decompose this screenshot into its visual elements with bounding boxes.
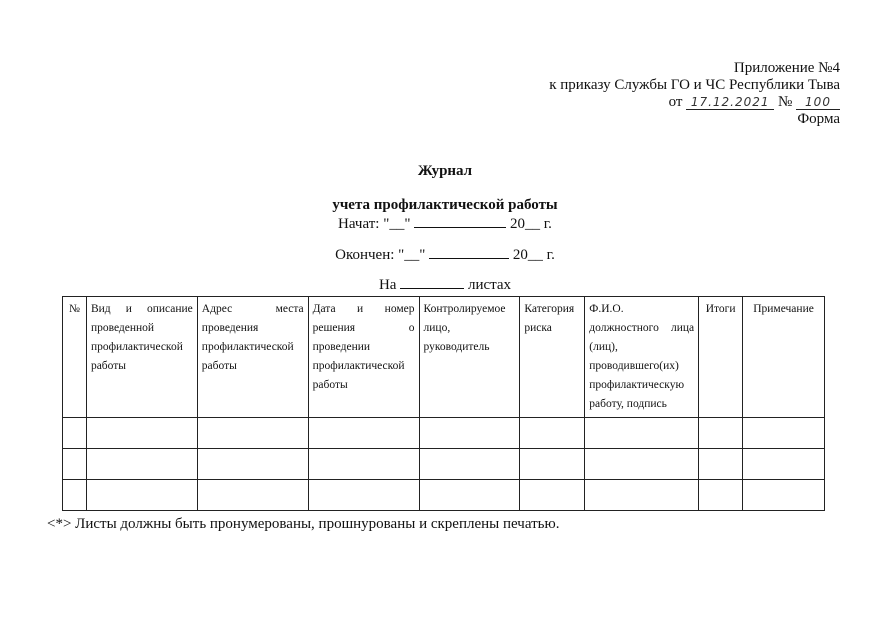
form-label: Форма [797,111,840,127]
started-prefix: Начат: "__" [338,216,411,232]
table-cell [197,449,308,480]
journal-title: Журнал [417,163,473,179]
number-label: № [777,94,793,110]
table-row [63,480,825,511]
table-cell [86,480,197,511]
started-suffix: 20__ г. [509,216,552,232]
table-cell [308,449,419,480]
table-cell [743,418,825,449]
table-row [63,418,825,449]
table-cell [308,480,419,511]
table-header-row [63,297,825,418]
ended-month-blank [429,246,509,259]
journal-subtitle: учета профилактической работы [332,197,558,213]
ended-suffix: 20__ г. [512,247,555,263]
table-cell [520,418,585,449]
table-cell [743,449,825,480]
table-cell [699,480,743,511]
approval-header [549,60,840,128]
table-cell [585,449,699,480]
sheets-suffix: листах [467,277,512,293]
order-reference: к приказу Службы ГО и ЧС Республики Тыва [549,77,840,93]
table-cell [419,480,520,511]
started-line [0,215,890,233]
table-cell [197,480,308,511]
sheets-prefix: На [378,277,397,293]
table-row [63,449,825,480]
journal-table [62,296,825,511]
table-cell [63,449,87,480]
handwritten-date: 17.12.2021 [686,96,774,110]
order-date-number-line [549,94,840,111]
col-header-official: Ф.И.О. должностного лица (лиц), проводившего(их) профилактическую работу, подпись [585,297,699,418]
ended-prefix: Окончен: "__" [335,247,426,263]
table-cell [63,418,87,449]
col-header-number: № [63,297,87,418]
table-cell [308,418,419,449]
sheets-count-blank [400,276,464,289]
table-cell [86,449,197,480]
table-cell [419,418,520,449]
col-header-risk-category: Категория риска [520,297,585,418]
table-cell [585,418,699,449]
table-cell [419,449,520,480]
col-header-work-type: Вид и описание проведенной профилактической работы [86,297,197,418]
ended-line [0,246,890,264]
from-label: от [668,94,683,110]
started-month-blank [414,215,506,228]
appendix-number: Приложение №4 [733,60,840,76]
table-cell [63,480,87,511]
table-cell [743,480,825,511]
table-cell [86,418,197,449]
table-cell [699,449,743,480]
col-header-decision-date: Дата и номер решения о проведении профилактической работы [308,297,419,418]
table-cell [520,480,585,511]
col-header-notes: Примечание [743,297,825,418]
handwritten-number: 100 [796,96,840,110]
col-header-results: Итоги [699,297,743,418]
table-cell [520,449,585,480]
col-header-address: Адрес места проведения профилактической работы [197,297,308,418]
col-header-controlled-person: Контролируемое лицо, руководитель [419,297,520,418]
table-cell [197,418,308,449]
footnote: <*> Листы должны быть пронумерованы, прошнурованы и скреплены печатью. [47,516,560,532]
sheets-line [0,276,890,294]
table-cell [585,480,699,511]
table-cell [699,418,743,449]
